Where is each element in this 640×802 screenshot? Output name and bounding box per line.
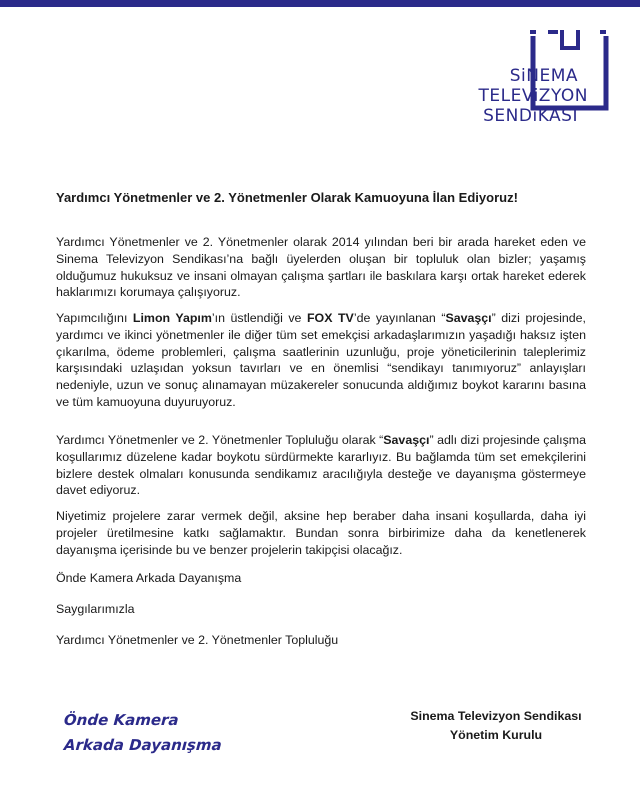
footer-board: Yönetim Kurulu [449,728,543,742]
top-border [0,0,640,7]
text: ’ın üstlendiği ve [211,311,307,325]
slogan-line: Önde Kamera Arkada Dayanışma [56,571,242,585]
text: ” adlı dizi projesinde çalışma koşullarımız düzelene kadar boykotu sürdürmekte kararlıyız. Bu bağlamda tüm set emekçilerini bizlere destek olmaları konusunda sendikamız aracılığıyla desteğe ve dayanışma göstermeye davet ediyoruz. [56,433,586,498]
paragraph-2 [56,310,586,411]
union-logo [458,30,618,130]
logo-line-3: SENDiKASI [483,106,578,126]
series-name: Savaşçı [383,433,430,447]
footer-org: Sinema Televizyon Sendikası [410,709,582,723]
paragraph-3 [56,432,586,499]
text: Yapımcılığını [56,311,133,325]
closing-line: Saygılarımızla [56,602,135,616]
footer-slogan-2: Arkada Dayanışma [63,736,223,754]
producer-name: Limon Yapım [132,311,212,325]
footer-slogan-1: Önde Kamera [63,711,180,729]
letter-heading: Yardımcı Yönetmenler ve 2. Yönetmenler Olarak Kamuoyuna İlan Ediyoruz! [56,190,518,205]
logo-line-2: TELEViZYON [478,86,588,106]
paragraph-1: Yardımcı Yönetmenler ve 2. Yönetmenler olarak 2014 yılından beri bir arada hareket eden ve Sinema Televizyon Sendikası’na bağlı üyelerden oluşan bir topluluk olan bizler; yaşamış olduğumuz hukuksuz ve insani olmayan çalışma şartları ile baskılara karşı ortak hareket ederek haklarımızı korumaya çalışıyoruz. [56,235,586,300]
text: ” dizi projesinde, yardımcı ve ikinci yönetmenler ile diğer tüm set emekçisi arkadaşlarımızın yaşadığı haksız işten çıkarılma, ödeme problemleri, çalışma saatlerinin uzunluğu, proje yöneticilerinin taleplerimiz karşısındaki uzlaşıdan yoksun tavırları ve en önemlisi “sendikayı tanımıyoruz” anlayışları nedeniyle, uzun ve sonuç alınamayan müzakereler sonucunda aldığımız boykot kararını basına ve tüm kamuoyuna duyuruyoruz. [56,311,586,409]
signatory-line: Yardımcı Yönetmenler ve 2. Yönetmenler Topluluğu [56,633,339,647]
channel-name: FOX TV [306,311,354,325]
text: ’de yayınlanan “ [353,311,446,325]
series-name: Savaşçı [445,311,492,325]
paragraph-4: Niyetimiz projelere zarar vermek değil, aksine hep beraber daha insani koşullarda, daha iyi projeler üretilmesine katkı sağlamaktır. Bundan sonra birbirimize daha da kenetlenerek dayanışma içerisinde bu ve benzer projelerin takipçisi olacağız. [56,509,586,557]
logo-line-1: SiNEMA [509,66,578,86]
text: Yardımcı Yönetmenler ve 2. Yönetmenler Topluluğu olarak “ [56,433,384,447]
